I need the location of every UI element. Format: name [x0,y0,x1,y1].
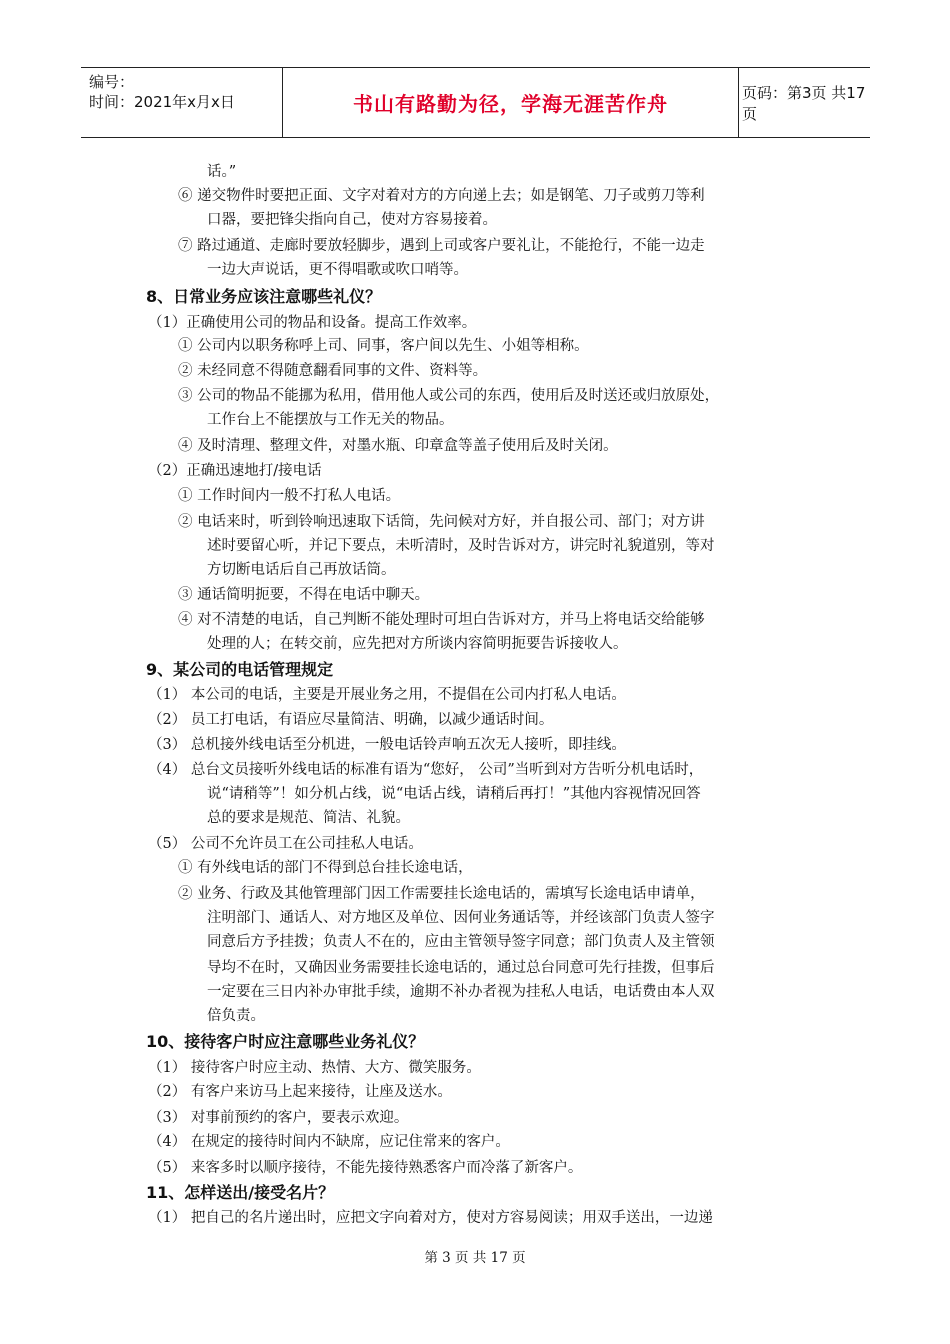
text-line: ① 有外线电话的部门不得到总台挂长途电话， [178,860,473,876]
text-line: 一边大声说话，更不得唱歌或吹口哨等。 [207,262,468,278]
section-heading: 9、某公司的电话管理规定 [146,660,334,679]
text-line: 方切断电话后自己再放话筒。 [207,562,396,578]
text-line: ② 未经同意不得随意翻看同事的文件、资料等。 [178,363,488,379]
text-line: ④ 对不清楚的电话，自己判断不能处理时可坦白告诉对方，并马上将电话交给能够 [178,612,705,628]
text-line: ⑥ 递交物件时要把正面、文字对着对方的方向递上去；如是钢笔、刀子或剪刀等利 [178,188,705,204]
text-line: 倍负责。 [207,1008,265,1024]
text-line: 述时要留心听，并记下要点，未听清时，及时告诉对方，讲完时礼貌道别，等对 [207,538,715,554]
text-line: ③ 公司的物品不能挪为私用，借用他人或公司的东西，使用后及时送还或归放原处， [178,388,720,404]
text-line: 说“请稍等”！如分机占线，说“电话占线，请稍后再打！”其他内容视情况回答 [207,786,701,802]
text-line: ② 业务、行政及其他管理部门因工作需要挂长途电话的，需填写长途电话申请单， [178,886,705,902]
text-line: （3） 对事前预约的客户，要表示欢迎。 [148,1110,409,1126]
text-line: 一定要在三日内补办审批手续，逾期不补办者视为挂私人电话，电话费由本人双 [207,984,715,1000]
text-line: （2）正确迅速地打/接电话 [148,463,322,479]
text-line: 总的要求是规范、简洁、礼貌。 [207,810,410,826]
text-line: 话。” [207,164,237,180]
text-line: 口器，要把锋尖指向自己，使对方容易接着。 [207,212,497,228]
text-line: （4） 总台文员接听外线电话的标准有语为“您好， 公司”当听到对方告听分机电话时， [148,762,704,778]
number-label: 编号： [89,73,135,91]
motto: 书山有路勤为径，学海无涯苦作舟 [353,92,668,116]
text-line: （4） 在规定的接待时间内不缺席，应记住常来的客户。 [148,1134,510,1150]
text-line: ① 公司内以职务称呼上司、同事，客户间以先生、小姐等相称。 [178,338,589,354]
text-line: 工作台上不能摆放与工作无关的物品。 [207,412,454,428]
page-label: 页码：第3页 共17页 [742,83,866,123]
text-line: （1） 本公司的电话，主要是开展业务之用，不提倡在公司内打私人电话。 [148,687,626,703]
text-line: （2） 员工打电话，有语应尽量简洁、明确，以减少通话时间。 [148,712,554,728]
section-heading: 11、怎样送出/接受名片？ [146,1183,335,1202]
page-footer: 第 3 页 共 17 页 [424,1250,526,1266]
text-line: （5） 公司不允许员工在公司挂私人电话。 [148,836,423,852]
text-line: （5） 来客多时以顺序接待，不能先接待熟悉客户而冷落了新客户。 [148,1160,583,1176]
section-heading: 8、日常业务应该注意哪些礼仪？ [146,287,382,306]
time-label: 时间：2021年x月x日 [89,93,235,111]
section-heading: 10、接待客户时应注意哪些业务礼仪？ [146,1032,425,1051]
text-line: ⑦ 路过通道、走廊时要放轻脚步，遇到上司或客户要礼让，不能抢行，不能一边走 [178,238,705,254]
text-line: 处理的人；在转交前，应先把对方所谈内容简明扼要告诉接收人。 [207,636,628,652]
text-line: ② 电话来时，听到铃响迅速取下话筒，先问候对方好，并自报公司、部门；对方讲 [178,514,705,530]
text-line: ③ 通话简明扼要，不得在电话中聊天。 [178,587,430,603]
text-line: （1） 把自己的名片递出时，应把文字向着对方，使对方容易阅读；用双手送出，一边递 [148,1210,713,1226]
text-line: 导均不在时，又确因业务需要挂长途电话的，通过总台同意可先行挂拨，但事后 [207,960,715,976]
text-line: （2） 有客户来访马上起来接待，让座及送水。 [148,1084,452,1100]
text-line: ④ 及时清理、整理文件，对墨水瓶、印章盒等盖子使用后及时关闭。 [178,438,618,454]
text-line: 同意后方予挂拨；负责人不在的，应由主管领导签字同意；部门负责人及主管领 [207,934,715,950]
text-line: （1） 接待客户时应主动、热情、大方、微笑服务。 [148,1060,481,1076]
text-line: ① 工作时间内一般不打私人电话。 [178,488,401,504]
text-line: （3） 总机接外线电话至分机进，一般电话铃声响五次无人接听，即挂线。 [148,737,626,753]
text-line: 注明部门、通话人、对方地区及单位、因何业务通话等，并经该部门负责人签字 [207,910,715,926]
text-line: （1）正确使用公司的物品和设备。提高工作效率。 [148,315,477,331]
